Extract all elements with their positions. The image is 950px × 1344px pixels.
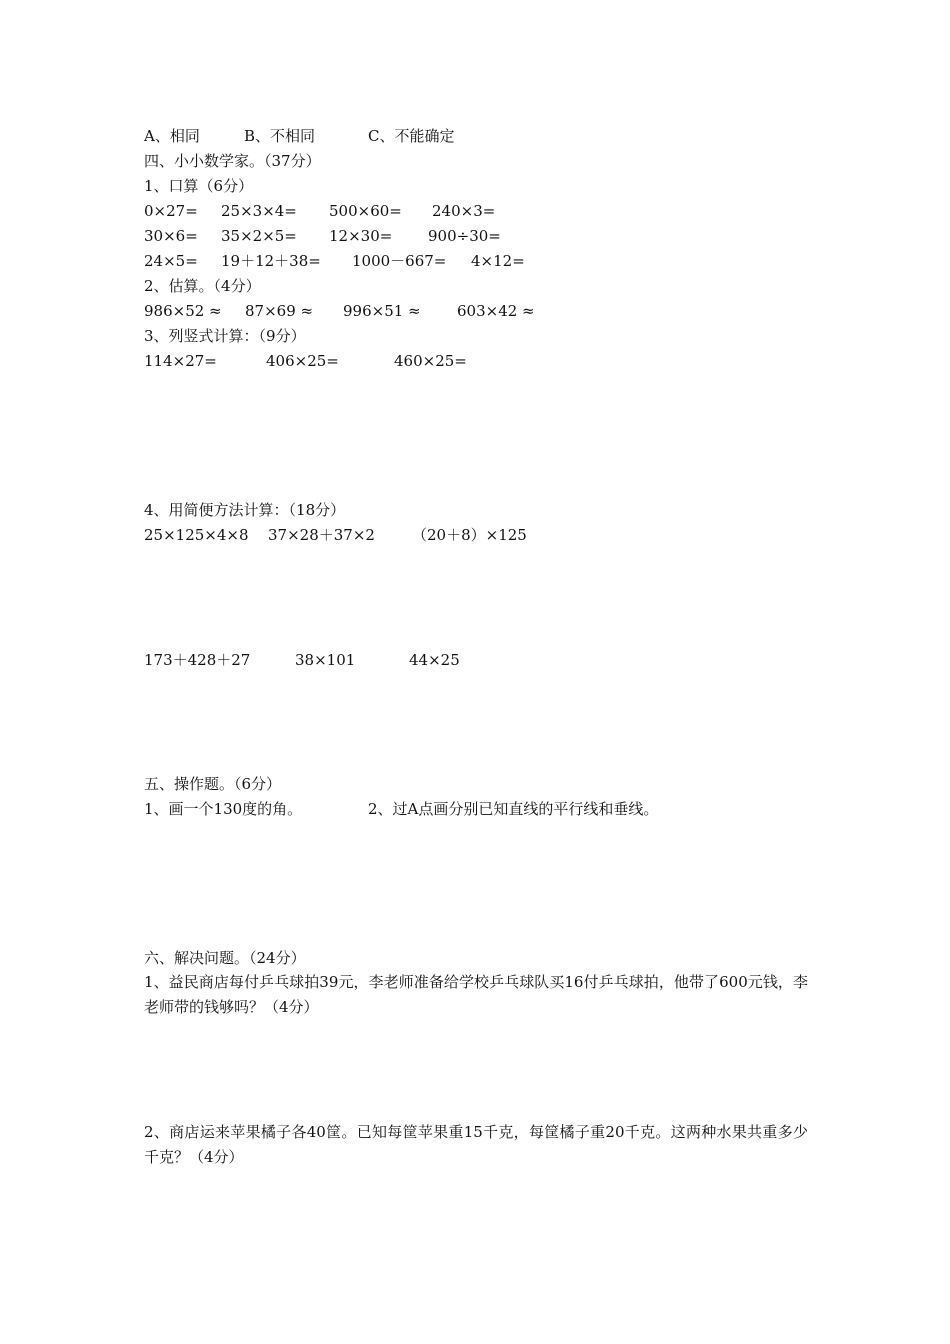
estimate-item: 986×52 ≈ [144,302,222,320]
simplify-title: 4、用简便方法计算：（18分） [144,501,346,519]
section4-title: 四、小小数学家。（37分） [144,152,321,170]
simplify-item: （20＋8）×125 [412,526,527,544]
oral-item: 0×27= [144,202,198,220]
simplify-item: 44×25 [409,651,460,669]
oral-item: 30×6= [144,227,198,245]
vertical-item: 460×25= [394,352,467,370]
section5-title: 五、操作题。（6分） [144,775,282,793]
vertical-item: 406×25= [266,352,339,370]
problem-q2: 2、商店运来苹果橘子各40筐。已知每筐苹果重15千克，每筐橘子重20千克。这两种水果共重多少千克？（4分） [144,1123,808,1166]
oral-item: 24×5= [144,252,198,270]
vertical-item: 114×27= [144,352,217,370]
oral-item: 240×3= [432,202,496,220]
oral-item: 25×3×4= [221,202,297,220]
oral-item: 1000－667= [352,252,447,270]
section6-title: 六、解决问题。（24分） [144,949,306,967]
oral-item: 4×12= [471,252,525,270]
simplify-item: 25×125×4×8 [144,526,249,544]
oral-item: 12×30= [329,227,393,245]
estimate-item: 603×42 ≈ [457,302,535,320]
simplify-item: 38×101 [295,651,356,669]
oral-item: 35×2×5= [221,227,297,245]
oral-title: 1、口算（6分） [144,177,254,195]
estimate-title: 2、估算。（4分） [144,277,261,295]
choice-a: A、相同 [144,127,200,145]
choice-b: B、不相同 [244,127,316,145]
estimate-item: 996×51 ≈ [343,302,421,320]
oral-item: 900÷30= [428,227,501,245]
simplify-item: 173＋428＋27 [144,651,251,669]
choice-c: C、不能确定 [368,127,455,145]
estimate-item: 87×69 ≈ [245,302,314,320]
operation-q2: 2、过A点画分别已知直线的平行线和垂线。 [368,800,659,818]
operation-q1: 1、画一个130度的角。 [144,800,303,818]
simplify-item: 37×28＋37×2 [268,526,375,544]
oral-item: 19＋12＋38= [221,252,321,270]
vertical-title: 3、列竖式计算：（9分） [144,327,306,345]
problem-q1: 1、益民商店每付乒乓球拍39元，李老师准备给学校乒乓球队买16付乒乓球拍，他带了600元钱，李老师带的钱够吗？（4分） [144,973,808,1016]
oral-item: 500×60= [329,202,402,220]
